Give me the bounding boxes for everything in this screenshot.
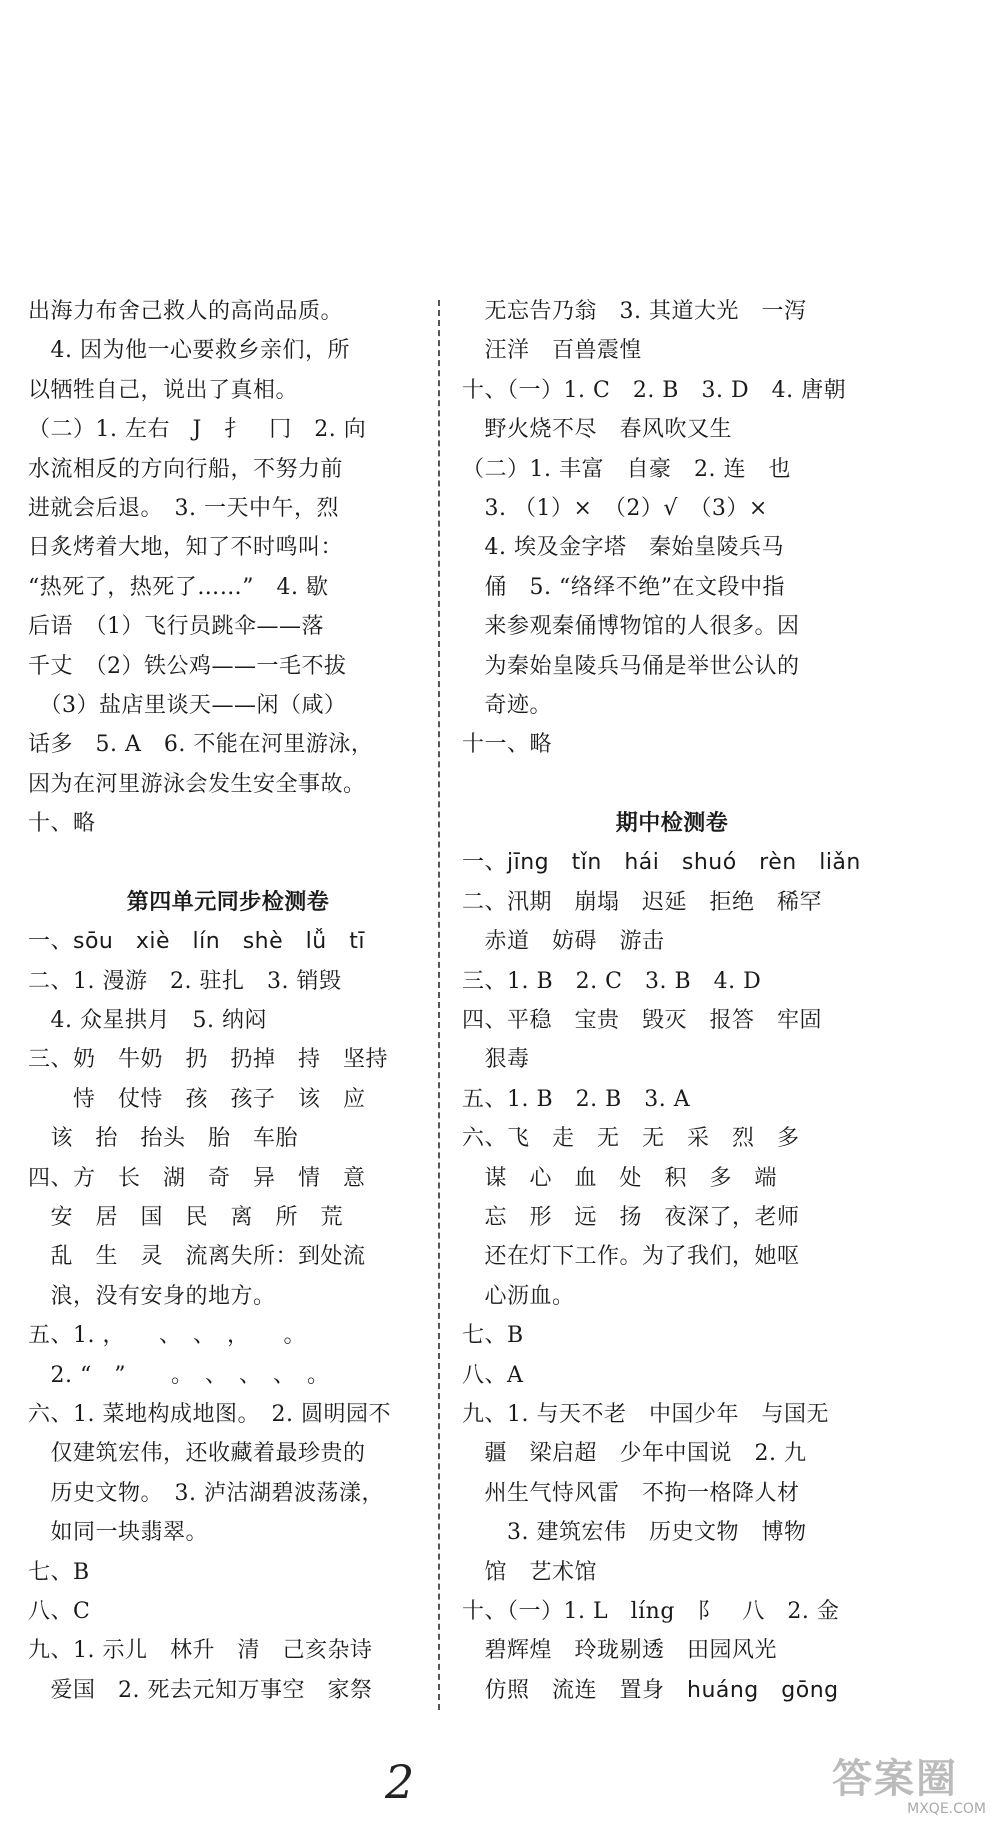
- text-line: 来参观秦俑博物馆的人很多。因: [462, 614, 800, 640]
- section-heading: 期中检测卷: [615, 811, 729, 837]
- text-line: 一、sōu xiè lín shè lǚ tī: [28, 929, 365, 955]
- text-line: （二）1. 丰富 自豪 2. 连 也: [462, 456, 791, 482]
- text-line: 俑 5. “络绎不绝”在文段中指: [462, 574, 785, 600]
- text-line: 忘 形 远 扬 夜深了，老师: [462, 1204, 800, 1230]
- text-line: 心沥血。: [462, 1283, 575, 1309]
- text-line: 以牺牲自己，说出了真相。: [28, 377, 299, 403]
- text-line: 七、B: [462, 1323, 524, 1349]
- text-line: 历史文物。 3. 泸沽湖碧波荡漾，: [28, 1480, 384, 1506]
- text-line: 仿照 流连 置身 huáng gōng: [462, 1677, 839, 1703]
- text-line: 碧辉煌 玲珑剔透 田园风光: [462, 1638, 778, 1664]
- text-line: 一、jīng tǐn hái shuó rèn liǎn: [462, 850, 861, 876]
- text-line: 馆 艺术馆: [462, 1559, 598, 1585]
- text-line: （3）盐店里谈天——闲（咸）: [28, 692, 347, 718]
- spacer-line: [462, 765, 882, 804]
- text-line: 五、1. B 2. B 3. A: [462, 1086, 691, 1112]
- section-heading: 第四单元同步检测卷: [126, 889, 330, 915]
- left-column: [28, 292, 428, 1710]
- text-line: 二、汛期 崩塌 迟延 拒绝 稀罕: [462, 889, 823, 915]
- text-line: 八、A: [462, 1362, 524, 1388]
- text-line: 六、飞 走 无 无 采 烈 多: [462, 1126, 800, 1152]
- text-line: 二、1. 漫游 2. 驻扎 3. 销毁: [28, 968, 342, 994]
- text-line: 十、（一）1. C 2. B 3. D 4. 唐朝: [462, 377, 847, 403]
- text-line: 仅建筑宏伟，还收藏着最珍贵的: [28, 1441, 366, 1467]
- text-line: 该 抬 抬头 胎 车胎: [28, 1126, 299, 1152]
- text-line: 七、B: [28, 1559, 90, 1585]
- text-line: 州生气恃风雷 不拘一格降人材: [462, 1480, 800, 1506]
- text-line: 三、1. B 2. C 3. B 4. D: [462, 968, 762, 994]
- text-line: 四、方 长 湖 奇 异 情 意: [28, 1165, 366, 1191]
- text-line: 谋 心 血 处 积 多 端: [462, 1165, 778, 1191]
- right-column: [462, 292, 882, 1710]
- text-line: 日炙烤着大地，知了不时鸣叫：: [28, 535, 344, 561]
- text-line: 4. 因为他一心要救乡亲们，所: [28, 338, 350, 364]
- text-line: 4. 埃及金字塔 秦始皇陵兵马: [462, 535, 784, 561]
- text-line: 安 居 国 民 离 所 荒: [28, 1204, 344, 1230]
- text-line: 3. 建筑宏伟 历史文物 博物: [462, 1520, 807, 1546]
- text-line: 千丈 （2）铁公鸡——一毛不拔: [28, 653, 347, 679]
- text-line: 四、平稳 宝贵 毁灭 报答 牢固: [462, 1008, 823, 1034]
- text-line: 乱 生 灵 流离失所：到处流: [28, 1244, 366, 1270]
- text-line: 三、奶 牛奶 扔 扔掉 持 坚持: [28, 1047, 389, 1073]
- text-line: 九、1. 与天不老 中国少年 与国无: [462, 1401, 829, 1427]
- text-line: 九、1. 示儿 林升 清 己亥杂诗: [28, 1638, 373, 1664]
- text-line: 3. （1）× （2）√ （3）×: [462, 495, 768, 521]
- text-line: 六、1. 菜地构成地图。 2. 圆明园不: [28, 1401, 391, 1427]
- page-number: 2: [385, 1755, 415, 1809]
- text-line: 爱国 2. 死去元知万事空 家祭: [28, 1677, 373, 1703]
- text-line: 2. “ ” 。 、 、 、 。: [28, 1362, 330, 1388]
- text-line: 狠毒: [462, 1047, 530, 1073]
- text-line: 赤道 妨碍 游击: [462, 929, 665, 955]
- text-line: 汪洋 百兽震惶: [462, 338, 643, 364]
- text-line: 恃 仗恃 孩 孩子 该 应: [28, 1086, 366, 1112]
- text-line: （二）1. 左右 J 扌 冂 2. 向: [28, 417, 367, 443]
- text-line: 为秦始皇陵兵马俑是举世公认的: [462, 653, 800, 679]
- text-line: 4. 众星拱月 5. 纳闷: [28, 1008, 267, 1034]
- spacer-line: [28, 843, 428, 882]
- column-divider: [438, 300, 440, 1710]
- watermark-url: MXQE.COM: [907, 1801, 986, 1817]
- text-line: 还在灯下工作。为了我们，她呕: [462, 1244, 800, 1270]
- text-line: 进就会后退。 3. 一天中午，烈: [28, 495, 339, 521]
- watermark-logo: [832, 1757, 992, 1827]
- text-line: 如同一块翡翠。: [28, 1520, 209, 1546]
- text-line: 话多 5. A 6. 不能在河里游泳，: [28, 732, 374, 758]
- text-line: 十、（一）1. L líng 阝 八 2. 金: [462, 1598, 840, 1624]
- text-line: 八、C: [28, 1598, 91, 1624]
- text-line: 无忘告乃翁 3. 其道大光 一泻: [462, 299, 807, 324]
- text-line: 五、1. ， 、 、 ， 。: [28, 1323, 306, 1349]
- text-line: 十、略: [28, 811, 96, 837]
- text-line: 后语 （1）飞行员跳伞——落: [28, 614, 324, 640]
- text-line: 疆 梁启超 少年中国说 2. 九: [462, 1441, 807, 1467]
- text-line: 野火烧不尽 春风吹又生: [462, 417, 733, 443]
- text-line: 奇迹。: [462, 692, 553, 718]
- text-line: 水流相反的方向行船，不努力前: [28, 456, 344, 482]
- text-line: 出海力布舍己救人的高尚品质。: [28, 299, 344, 324]
- watermark-brand: 答案圈: [832, 1756, 958, 1802]
- text-line: 十一、略: [462, 732, 553, 758]
- text-line: 因为在河里游泳会发生安全事故。: [28, 771, 366, 797]
- text-line: “热死了，热死了……” 4. 歇: [28, 574, 329, 600]
- text-line: 浪，没有安身的地方。: [28, 1283, 276, 1309]
